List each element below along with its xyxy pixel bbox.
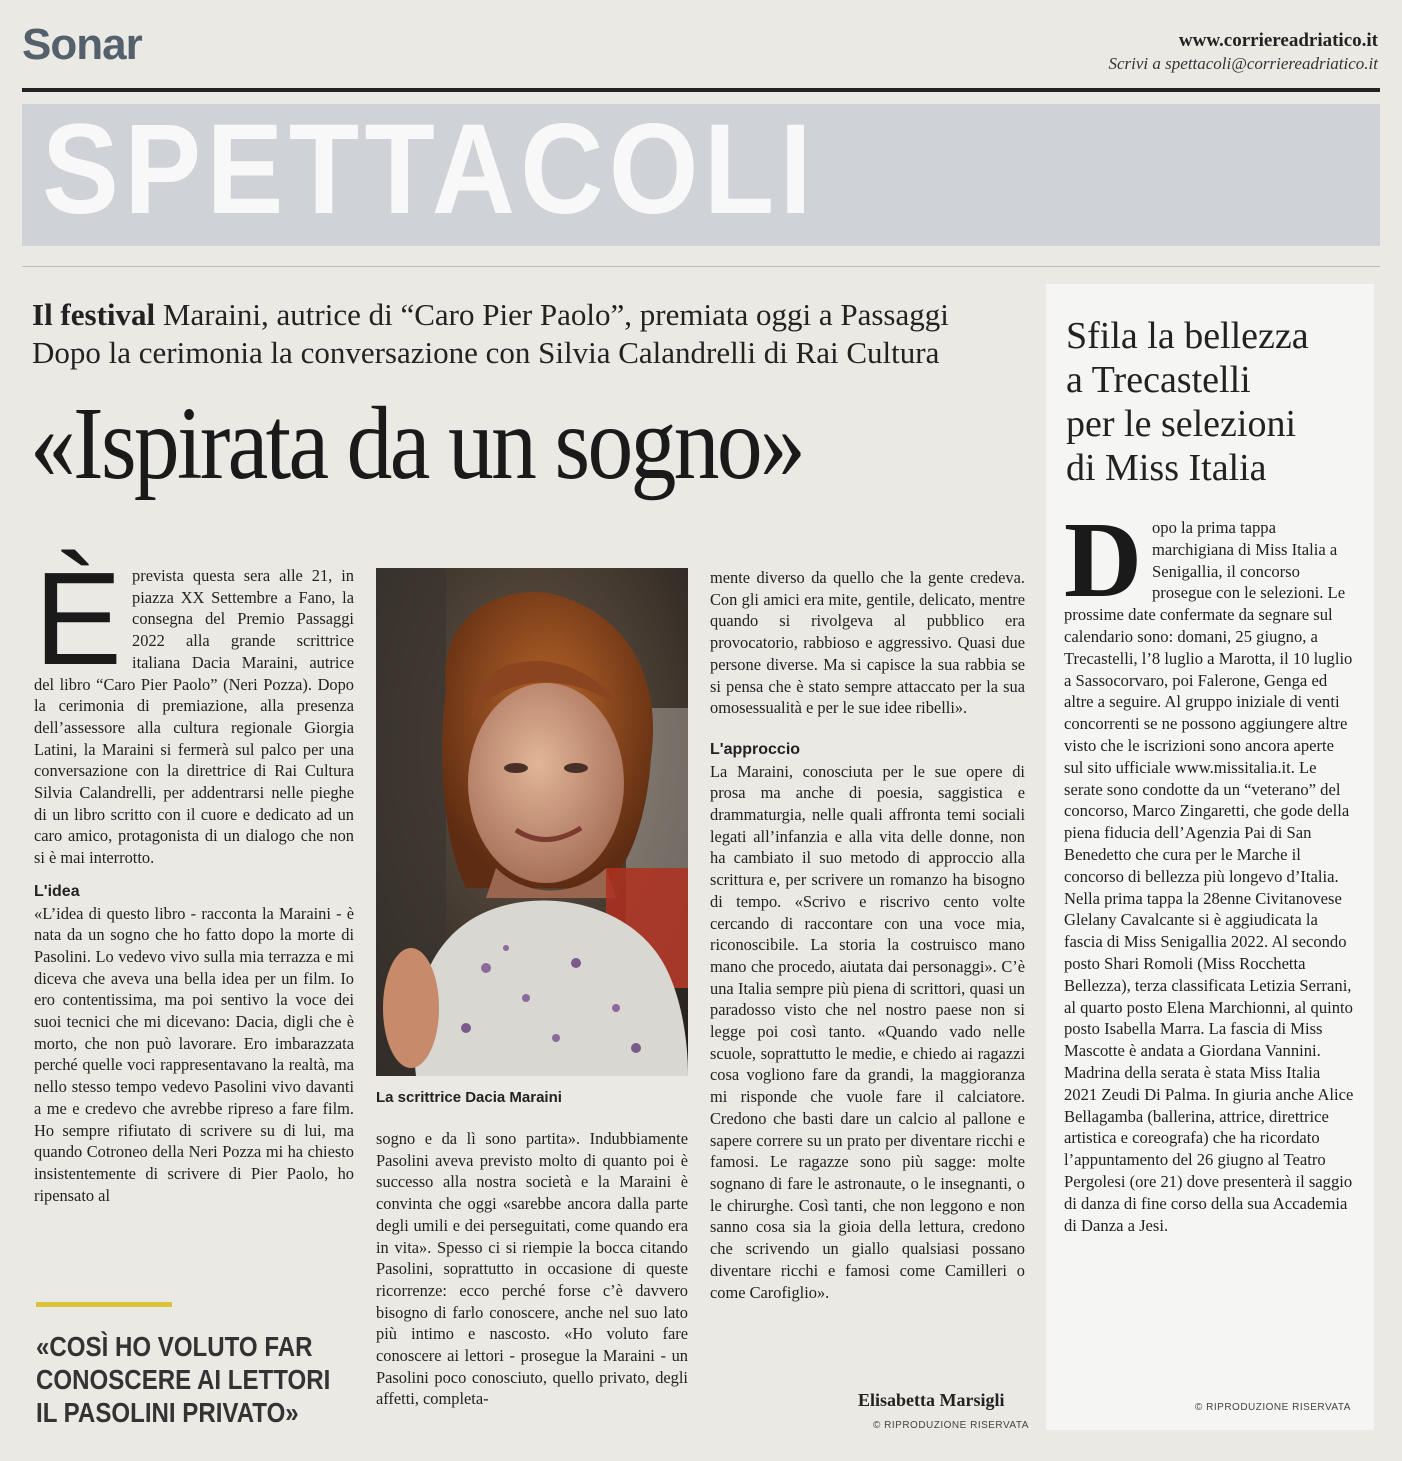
- sidebar-paragraph: Dopo la prima tappa marchigiana di Miss Italia a Senigallia, il concorso prosegue con le selezioni. Le prossime date confermate da segnare sul calendario sono: domani, 25 giugno, a Trecastelli, l’8 luglio a Marotta, il 10 luglio a Sassocorvaro, poi Falerone, Genga ed altre a seguire. Al gruppo iniziale di venti concorrenti se ne possono aggiungere altre visto che le iscrizioni sono ancora aperte sul sito ufficiale www.missitalia.it. Le serate sono condotte da un “veterano” del concorso, Marco Zingaretti, che gode della piena fiducia dell’Agenzia Pai di San Benedetto che cura per le Marche il concorso di bellezza più longevo d’Italia. Nella prima tappa la 28enne Civitanovese Glelany Cavalcante si è aggiudicata la fascia di Miss Senigallia 2022. Al secondo posto Shari Romoli (Miss Rocchetta Bellezza), terza classificata Letizia Serrani, al quarto posto Elena Marchionni, al quinto posto Isabella Marra. La fascia di Miss Mascotte è andata a Giordana Vannini. Madrina della serata è stata Miss Italia 2021 Zeudi Di Palma. In giuria anche Alice Bellagamba (ballerina, attrice, direttrice artistica e coreografa) che ha ricordato l’appuntamento del 26 giugno al Teatro Pergolesi (ore 21) dove presenterà il saggio di danza di fine corso della sua Accademia di Danza a Jesi.: [1064, 501, 1354, 1235]
- sidebar-copyright: © RIPRODUZIONE RISERVATA: [1195, 1402, 1351, 1413]
- article-column-2: [376, 1128, 688, 1410]
- section-divider: [22, 266, 1380, 267]
- pull-quote-line: IL PASOLINI PRIVATO»: [36, 1397, 299, 1428]
- sidebar-headline: [1066, 314, 1366, 490]
- sidebar-headline-line: a Trecastelli: [1066, 359, 1251, 401]
- section-title: SPETTACOLI: [42, 104, 818, 241]
- paragraph-continuation: sogno e da lì sono partita». Indubbiamente Pasolini aveva previsto molto di quanto poi è successo alla nostra società e la Maraini è convinta che oggi «sarebbe ancora dalla parte degli umili e dei perseguitati, come quando era in vita». Spesso ci si riempie la bocca citando Pasolini, soprattutto in occasione di queste ricorrenze: ecco perché forse c’è davvero bisogno di farlo conoscere, anche nel suo lato più intimo e nascosto. «Ho voluto fare conoscere ai lettori - prosegue la Maraini - un Pasolini poco conosciuto, quello privato, degli affetti, completa-: [376, 1129, 688, 1409]
- pull-quote-line: «COSÌ HO VOLUTO FAR: [36, 1331, 313, 1362]
- paragraph-friends: mente diverso da quello che la gente credeva. Con gli amici era mite, gentile, delicato, mentre quando si rivolgeva al pubblico era provocatorio, rabbioso e aggressivo. Quasi due persone diverse. Ma si capisce la sua rabbia se si pensa che è stato sempre attaccato per la sua omosessualità e per le sue idee ribelli».: [710, 568, 1025, 718]
- top-rule: [22, 88, 1380, 92]
- pull-quote: [36, 1330, 331, 1429]
- photo-caption: La scrittrice Dacia Maraini: [376, 1089, 562, 1106]
- kicker-label: Il festival: [32, 297, 156, 332]
- article-headline: «Ispirata da un sogno»: [30, 386, 804, 501]
- article-kicker: [32, 296, 1032, 372]
- article-copyright: © RIPRODUZIONE RISERVATA: [873, 1420, 1029, 1431]
- brand-logo: Sonar: [22, 20, 142, 69]
- sidebar-headline-line: Sfila la bellezza: [1066, 315, 1309, 357]
- masthead-contact: [1109, 30, 1379, 74]
- sidebar-headline-line: di Miss Italia: [1066, 447, 1267, 489]
- paragraph-approach: La Maraini, conosciuta per le sue opere di prosa ma anche di poesia, saggistica e drammaturgia, nelle quali affronta temi sociali legati all’infanzia e alla vita delle donne, non ha cambiato il suo metodo di approccio alla scrittura e, per scrivere un romanzo ha bisogno di tempo. «Scrivo e riscrivo cento volte cercando di raccontare con una voce mia, riconoscibile. La storia la costruisco mano mano che procedo, aiutata dai personaggi». C’è una Italia sempre più piena di scrittori, quasi un paradosso visto che nel nostro paese non si legge poi così tanto. «Quando vado nelle scuole, soprattutto le medie, e chiedo ai ragazzi cosa vogliono fare da grandi, la maggioranza mi risponde che vuole fare il calciatore. Credono che basti dare un calcio al pallone e sapere correre su un prato per diventare ricchi e famosi. Le ragazze sono più sagge: molte sognano di fare le astronaute, o le insegnanti, o le chirurghe. Così tanti, che non leggono e non sanno cosa sia la gioia della lettura, credono che scrivendo un giallo qualsiasi possano diventare ricchi e famosi come Camilleri o come Carofiglio».: [710, 761, 1025, 1302]
- sidebar-body: [1064, 501, 1354, 1236]
- subheading-idea: L'idea: [34, 882, 80, 900]
- author-photo: [376, 568, 688, 1076]
- subheading-approach: L'approccio: [710, 740, 801, 758]
- portrait-illustration: [376, 568, 688, 1076]
- paragraph-intro: Èprevista questa sera alle 21, in piazza XX Settembre a Fano, la consegna del Premio Passaggi 2022 alla grande scrittrice italiana Dacia Maraini, autrice del libro “Caro Pier Paolo” (Neri Pozza). Dopo la cerimonia di premiazione, alla presenza dell’assessore alla cultura regionale Giorgia Latini, la Maraini si fermerà sul palco per una conversazione con la direttrice di Rai Cultura Silvia Calandrelli, per addentrarsi nelle pieghe di un libro scritto con il cuore e dedicato ad un caro amico, protagonista di un dialogo che non si è mai interrotto.: [34, 545, 354, 868]
- quote-accent-rule: [36, 1302, 172, 1307]
- pull-quote-line: CONOSCERE AI LETTORI: [36, 1364, 331, 1395]
- drop-cap: È: [34, 545, 123, 692]
- website-link[interactable]: www.corriereadriatico.it: [1178, 30, 1378, 51]
- email-line[interactable]: Scrivi a spettacoli@corriereadriatico.it: [1108, 54, 1378, 73]
- paragraph-idea: «L’idea di questo libro - racconta la Maraini - è nata da un sogno che ho fatto dopo la morte di Pasolini. Lo vedevo vivo sulla mia terrazza e mi diceva che aveva una bella idea per un film. Io ero contentissima, ma poi sentivo la voce dei suoi tecnici che mi dicevano: Dacia, digli che è morto, che non può lavorare. Ero imbarazzata perché quelle voci rappresentavano la realtà, ma nello stesso tempo vedevo Pasolini vivo davanti a me e credevo che avrebbe ripreso a fare film. Ho sempre rifiutato di scrivere su di lui, ma quando Cotroneo della Neri Pozza mi ha chiesto insistentemente di scrivere di Pier Paolo, ho ripensato al: [34, 903, 354, 1205]
- sidebar-drop-cap: D: [1064, 501, 1142, 620]
- section-banner: [22, 104, 1380, 246]
- kicker-line-1: Il festival Maraini, autrice di “Caro Pier Paolo”, premiata oggi a Passaggi: [32, 297, 949, 332]
- article-column-3: [710, 567, 1025, 1303]
- kicker-line-2: Dopo la cerimonia la conversazione con Silvia Calandrelli di Rai Cultura: [32, 335, 940, 370]
- article-column-1: [34, 545, 354, 1206]
- author-byline: Elisabetta Marsigli: [858, 1390, 1005, 1410]
- sidebar-headline-line: per le selezioni: [1066, 403, 1297, 445]
